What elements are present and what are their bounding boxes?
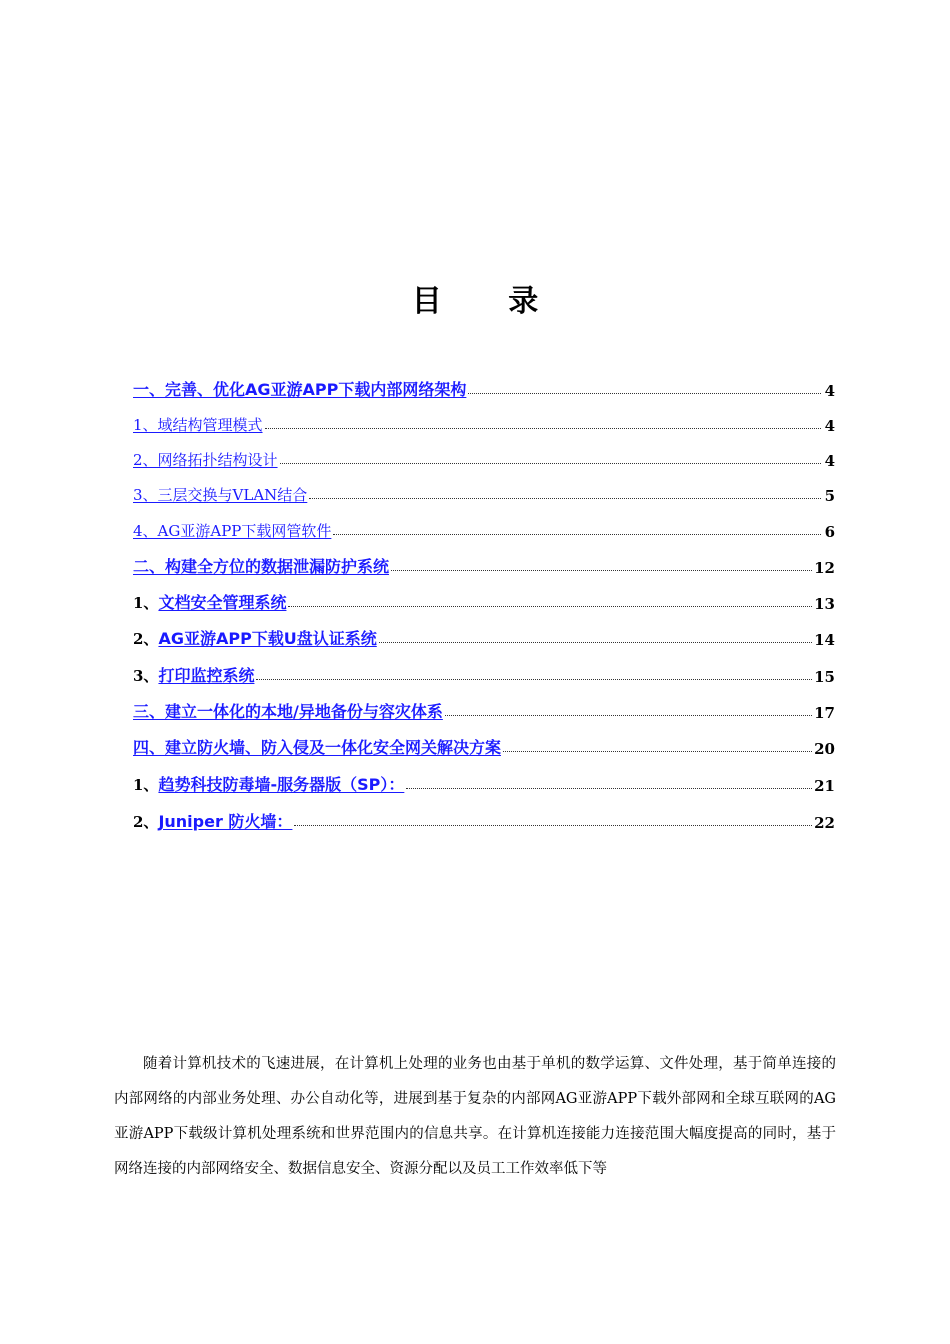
toc-entry-link[interactable]: 趋势科技防毒墙-服务器版（SP）： <box>158 775 405 794</box>
toc-entry-page: 5 <box>824 487 835 505</box>
toc-leader-dots <box>406 770 812 789</box>
toc-entry-link[interactable]: AG亚游APP下载U盘认证系统 <box>158 629 377 648</box>
toc-leader-dots <box>294 807 812 826</box>
toc-leader-dots <box>333 516 821 535</box>
toc-entry-link[interactable]: Juniper 防火墙： <box>158 812 293 831</box>
toc-entry[interactable] <box>133 621 835 649</box>
toc-entry-page: 4 <box>824 452 835 470</box>
toc-entry-page: 6 <box>824 523 835 541</box>
toc-entry[interactable] <box>133 585 835 613</box>
toc-entry-link[interactable]: 4、AG亚游APP下载网管软件 <box>133 522 332 540</box>
toc-leader-dots <box>503 733 812 752</box>
toc-entry[interactable] <box>133 513 835 541</box>
toc-entry-link[interactable]: 1、域结构管理模式 <box>133 416 263 434</box>
toc-leader-dots <box>309 480 821 499</box>
toc-entry-page: 17 <box>814 704 835 722</box>
toc-entry-page: 21 <box>814 777 835 795</box>
toc-entry-number: 1、 <box>133 776 159 794</box>
toc-entry[interactable] <box>133 694 835 722</box>
toc-entry-link[interactable]: 一、完善、优化AG亚游APP下载内部网络架构 <box>133 380 467 399</box>
toc-entry-page: 20 <box>814 740 835 758</box>
toc-entry[interactable] <box>133 767 835 795</box>
toc-leader-dots <box>288 588 812 607</box>
toc-entry[interactable] <box>133 477 835 505</box>
toc-entry-number: 3、 <box>133 667 159 685</box>
toc-entry[interactable] <box>133 407 835 435</box>
toc-leader-dots <box>256 661 812 680</box>
toc-entry-link[interactable]: 2、网络拓扑结构设计 <box>133 451 278 469</box>
toc-entry-link[interactable]: 三、建立一体化的本地/异地备份与容灾体系 <box>133 702 443 721</box>
toc-entry-page: 4 <box>824 417 835 435</box>
toc-entry-number: 2、 <box>133 813 159 831</box>
page-title: 目 录 <box>411 284 567 319</box>
toc-leader-dots <box>445 697 812 716</box>
toc-entry-page: 13 <box>814 595 835 613</box>
toc-entry-number: 2、 <box>133 630 159 648</box>
toc-entry[interactable] <box>133 658 835 686</box>
toc-entry[interactable] <box>133 730 835 758</box>
toc-entry-page: 15 <box>814 668 835 686</box>
toc-leader-dots <box>379 624 812 643</box>
toc-leader-dots <box>280 445 821 464</box>
toc-entry-link[interactable]: 文档安全管理系统 <box>158 593 287 612</box>
toc-entry-link[interactable]: 3、三层交换与VLAN结合 <box>133 486 308 504</box>
body-paragraph: 随着计算机技术的飞速进展，在计算机上处理的业务也由基于单机的数学运算、文件处理，基于简单连接的内部网络的内部业务处理、办公自动化等，进展到基于复杂的内部网AG亚游APP下载外部网和全球互联网的AG亚游APP下载级计算机处理系统和世界范围内的信息共享。在计算机连接能力连接范围大幅度提高的同时，基于网络连接的内部网络安全、数据信息安全、资源分配以及员工工作效率低下等 <box>114 1056 836 1177</box>
toc-entry[interactable] <box>133 442 835 470</box>
toc-entry-link[interactable]: 四、建立防火墙、防入侵及一体化安全网关解决方案 <box>133 738 502 757</box>
toc-leader-dots <box>265 410 821 429</box>
toc-entry-page: 14 <box>814 631 835 649</box>
toc-entry-page: 22 <box>814 814 835 832</box>
toc-entry-page: 4 <box>824 382 835 400</box>
toc-leader-dots <box>391 552 812 571</box>
toc-entry-page: 12 <box>814 559 835 577</box>
toc-entry[interactable] <box>133 804 835 832</box>
toc-entry[interactable] <box>133 372 835 400</box>
toc-entry-link[interactable]: 二、构建全方位的数据泄漏防护系统 <box>133 557 390 576</box>
toc-entry-number: 1、 <box>133 594 159 612</box>
toc-entry[interactable] <box>133 549 835 577</box>
toc-leader-dots <box>468 375 821 394</box>
toc-entry-link[interactable]: 打印监控系统 <box>158 666 255 685</box>
